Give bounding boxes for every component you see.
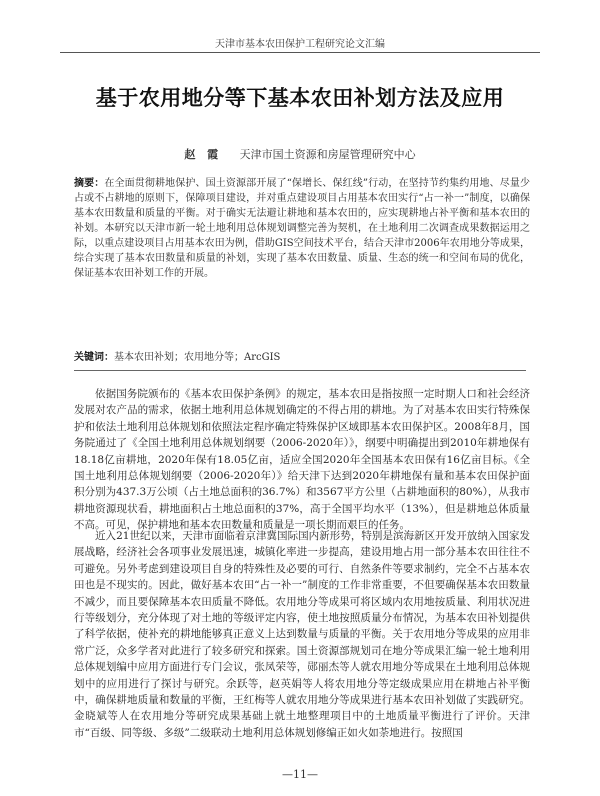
paragraph-text: 近入21世纪以来，天津市面临着京津冀国际国内新形势，特别是滨海新区开发开放纳入国家发展战略，经济社会各项事业发展迅速，城镇化率进一步提高，建设用地占用一部分基本农田往往不可避免。另外考虑到建设项目自身的特殊性及必要的可行、自然条件等要求制约，完全不占基本农田也是不现实的。因此，做好基本农田“占一补一”制度的工作非常重要，不但要确保基本农田数量不减少，而且要保障基本农田质量不降低。农用地分等成果可将区域内农用地按质量、利用状况进行等级划分，充分体现了对土地的等级评定内容，使土地按照质量分布情况，为基本农田补划提供了科学依据，使补充的耕地能够真正意义上达到数量与质量的平衡。关于农用地分等成果的应用非常广泛，众多学者对此进行了较多研究和探索。国土资源部规划司在地分等成果汇编一轮土地利用总体规划编中应用方面进行专门会议，张凤荣等，郧丽杰等人就农用地分等成果在土地利用总体规划中的应用进行了探讨与研究。余跃等，赵英娟等人将农用地分等定级成果应用在耕地占补平衡中，确保耕地质量和数量的平衡，王红梅等人就农用地分等成果进行基本农田补划做了实践研究。金晓斌等人在农用地分等研究成果基础上就土地整理项目中的土地质量平衡进行了评价。天津市“百级、同等级、多级”二级联动土地利用总体规划修编正如火如荼地进行。按照国	[74, 530, 530, 739]
running-header: 天津市基本农田保护工程研究论文汇编	[60, 35, 540, 53]
paper-title: 基于农用地分等下基本农田补划方法及应用	[95, 86, 505, 110]
body-paragraph-2	[74, 528, 530, 741]
abstract-divider	[74, 370, 526, 371]
abstract	[74, 176, 530, 281]
page-number: —11—	[282, 768, 318, 781]
abstract-label: 摘要：	[74, 178, 105, 189]
abstract-text: 在全面贯彻耕地保护、国土资源部开展了“保增长、保红线”行动，在坚持节约集约用地、尽量少占或不占耕地的原则下，保障项目建设，并对重点建设项目占用基本农田实行“占一补一”制度，以确保基本农田数量和质量的平衡。对于确实无法避让耕地和基本农田的，应实现耕地占补平衡和基本农田的补划。本研究以天津市新一轮土地利用总体规划调整完善为契机，在土地利用二次调查成果数据运用之际，以重点建设项目占用基本农田为例，借助GIS空间技术平台，结合天津市2006年农用地分等成果，综合实现了基本农田数量和质量的补划，实现了基本农田数量、质量、生态的统一和空间布局的优化，保证基本农田补划工作的开展。	[74, 178, 530, 279]
keywords-text: 基本农田补划；农用地分等；ArcGIS	[114, 352, 281, 363]
keywords-label: 关键词：	[74, 352, 114, 363]
author-affiliation: 天津市国土资源和房屋管理研究中心	[239, 148, 416, 161]
paragraph-text: 依据国务院颁布的《基本农田保护条例》的规定，基本农田是指按照一定时期人口和社会经济发展对农产品的需求，依据土地利用总体规划确定的不得占用的耕地。为了对基本农田实行特殊保护和依法土地利用总体规划和依照法定程序确定特殊保护区域即基本农田保护区。2008年8月，国务院通过了《全国土地利用总体规划纲要（2006-2020年）》，纲要中明确提出到2010年耕地保有18.18亿亩耕地，2020年保有18.05亿亩，适应全国2020年全国基本农田保有16亿亩目标。《全国土地利用总体规划纲要（2006-2020年）》给天津下达到2020年耕地保有量和基本农田保护面积分别为437.3万公顷（占土地总面积的36.7%）和3567平方公里（占耕地面积的80%），从我市耕地资源现状看，耕地面积占土地总面积的37%，高于全国平均水平（13%），但是耕地总体质量不高。可见，保护耕地和基本农田数量和质量是一项长期而艰巨的任务。	[74, 388, 530, 532]
body-paragraph-1	[74, 386, 530, 534]
author-name: 赵 霞	[184, 148, 223, 161]
keywords	[74, 348, 530, 363]
author-line	[0, 146, 600, 162]
